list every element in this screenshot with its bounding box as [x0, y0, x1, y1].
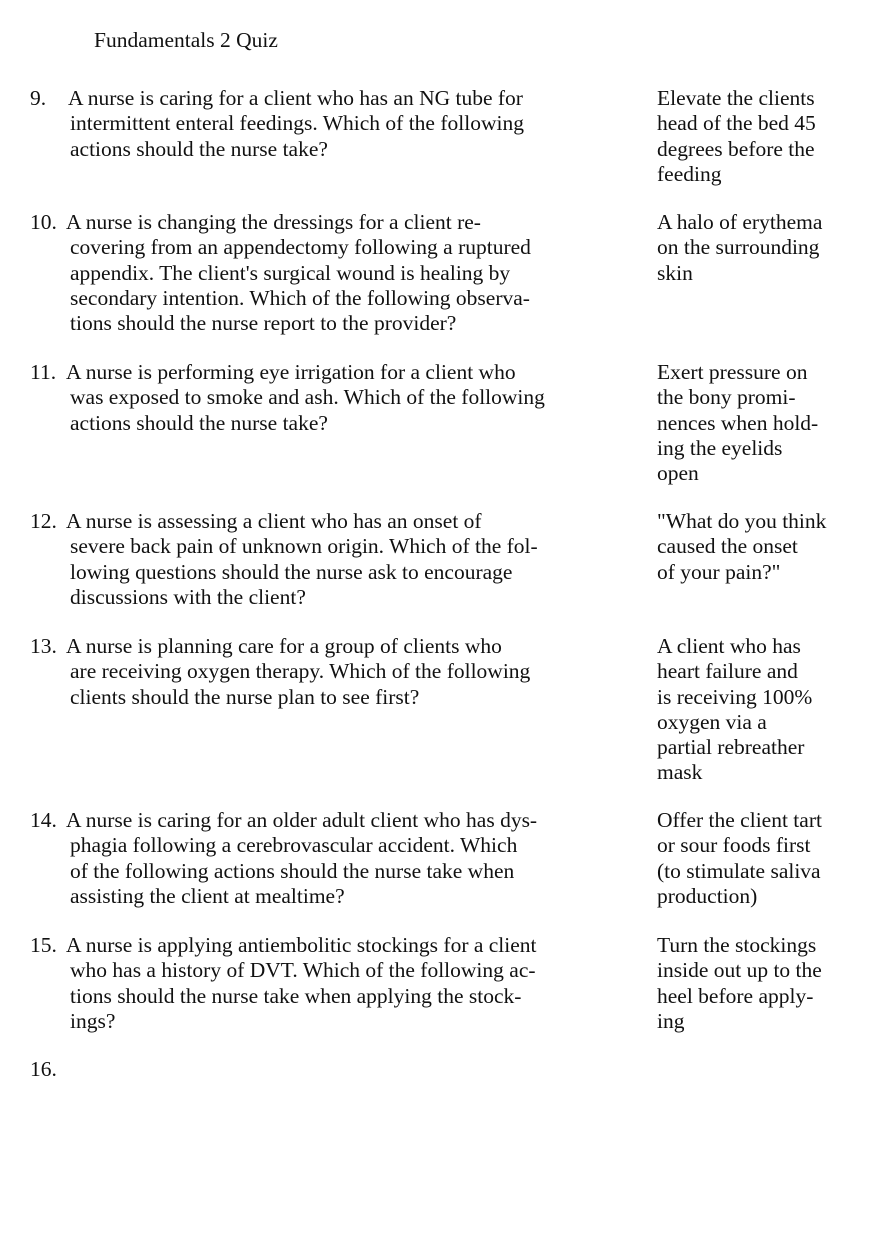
question-text-line: was exposed to smoke and ash. Which of the following [70, 385, 545, 410]
answer-line: caused the onset [657, 534, 798, 559]
answer-line: A client who has [657, 634, 801, 658]
question-text-line: A nurse is planning care for a group of clients who [66, 634, 502, 658]
question-text-line: ings? [70, 1008, 116, 1033]
answer-line: A halo of erythema [657, 210, 823, 234]
answer-line: of your pain?" [657, 559, 781, 584]
question-text-line: A nurse is changing the dressings for a client re- [66, 210, 481, 234]
question-text-line: intermittent enteral feedings. Which of the following [70, 111, 524, 136]
question-text-line: A nurse is performing eye irrigation for a client who [66, 360, 516, 384]
answer-text [657, 210, 877, 286]
question-text-line: A nurse is caring for an older adult client who has dys- [66, 808, 538, 832]
answer-line: open [657, 461, 699, 486]
answer-line: nences when hold- [657, 410, 819, 435]
question-text-line: phagia following a cerebrovascular accident. Which [70, 833, 518, 858]
question-text-line: A nurse is caring for a client who has an NG tube for [68, 86, 523, 110]
question-text-line: actions should the nurse take? [70, 410, 328, 435]
answer-text [657, 634, 877, 786]
question-text-line: severe back pain of unknown origin. Which of the fol- [70, 534, 538, 559]
question-text-line: secondary intention. Which of the following observa- [70, 285, 530, 310]
answer-line: or sour foods first [657, 833, 811, 858]
answer-line: heart failure and [657, 659, 798, 684]
answer-line: head of the bed 45 [657, 111, 816, 136]
question-number: 14. [30, 808, 57, 832]
question-text-line: clients should the nurse plan to see first? [70, 684, 420, 709]
question-number: 15. [30, 933, 57, 957]
answer-text [657, 808, 877, 909]
answer-line: "What do you think [657, 509, 827, 533]
question-number: 13. [30, 634, 57, 658]
answer-line: inside out up to the [657, 958, 822, 983]
answer-text [657, 360, 877, 486]
answer-line: (to stimulate saliva [657, 858, 821, 883]
question-text-line: discussions with the client? [70, 584, 306, 609]
answer-line: partial rebreather [657, 735, 805, 760]
question-text-line: assisting the client at mealtime? [70, 883, 345, 908]
answer-line: oxygen via a [657, 709, 767, 734]
question-text-line: appendix. The client's surgical wound is healing by [70, 260, 511, 285]
answer-text [657, 509, 877, 585]
answer-line: production) [657, 883, 758, 908]
question-text-line: actions should the nurse take? [70, 136, 328, 161]
question-text-line: are receiving oxygen therapy. Which of the following [70, 659, 531, 684]
answer-text [657, 86, 877, 187]
answer-line: ing [657, 1008, 685, 1033]
question-number: 11. [30, 360, 57, 384]
question-number: 9. [30, 86, 47, 110]
answer-line: on the surrounding [657, 235, 820, 260]
answer-line: is receiving 100% [657, 684, 813, 709]
answer-line: Offer the client tart [657, 808, 822, 832]
answer-line: skin [657, 260, 693, 285]
question-text-line: tions should the nurse take when applying the stock- [70, 983, 522, 1008]
question-text-line: tions should the nurse report to the provider? [70, 311, 457, 336]
answer-line: Turn the stockings [657, 933, 817, 957]
question-number: 10. [30, 210, 57, 234]
answer-line: degrees before the [657, 136, 815, 161]
page-title: Fundamentals 2 Quiz [94, 28, 278, 52]
question-text-line: A nurse is assessing a client who has an onset of [66, 509, 482, 533]
answer-line: heel before apply- [657, 983, 814, 1008]
question-text-line: covering from an appendectomy following a ruptured [70, 235, 531, 260]
answer-line: the bony promi- [657, 385, 796, 410]
answer-line: Elevate the clients [657, 86, 815, 110]
question-text-line: A nurse is applying antiembolitic stockings for a client [66, 933, 537, 957]
question-number: 16. [30, 1057, 57, 1081]
answer-line: mask [657, 760, 703, 785]
answer-text [657, 933, 877, 1034]
question-number: 12. [30, 509, 57, 533]
answer-line: feeding [657, 161, 722, 186]
answer-line: Exert pressure on [657, 360, 808, 384]
question-text-line: who has a history of DVT. Which of the following ac- [70, 958, 536, 983]
question-text-line: lowing questions should the nurse ask to encourage [70, 559, 513, 584]
question-text-line: of the following actions should the nurse take when [70, 858, 515, 883]
answer-line: ing the eyelids [657, 435, 783, 460]
